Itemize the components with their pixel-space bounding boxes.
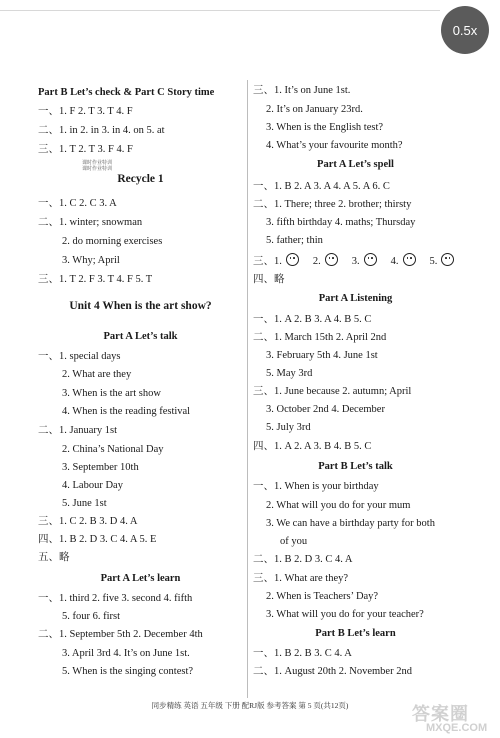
answer-line: 3. October 2nd 4. December (266, 404, 385, 415)
top-rule (0, 10, 440, 11)
answer-line: 二、1. January 1st (38, 425, 118, 436)
section-heading: Part A Let’s spell (317, 159, 394, 170)
answer-line: 4. When is the reading festival (62, 406, 191, 417)
answer-line: 二、1. B 2. D 3. C 4. A (253, 554, 353, 565)
section-heading: Part B Let’s talk (318, 461, 393, 472)
answer-line: 3. April 3rd 4. It’s on June 1st. (62, 648, 190, 659)
smiley-face-icon (403, 253, 416, 266)
answer-line: 3. When is the English test? (266, 122, 384, 133)
answer-line: 3. September 10th (62, 462, 139, 473)
answer-line: 5. four 6. first (62, 611, 121, 622)
answer-line: 2. China’s National Day (62, 444, 164, 455)
answer-line: 2. do morning exercises (62, 236, 163, 247)
page-footer: 同步精练 英语 五年级 下册 配RJ版 参考答案 第 5 页(共12页) (151, 701, 349, 710)
answer-line: 一、1. B 2. A 3. A 4. A 5. A 6. C (253, 181, 390, 192)
answer-line: 一、1. C 2. C 3. A (38, 198, 117, 209)
answer-line: 二、1. There; three 2. brother; thirsty (253, 199, 412, 210)
answer-line: 5. When is the singing contest? (62, 666, 194, 677)
section-heading: Recycle 1 (117, 173, 164, 185)
answer-line: 3. fifth birthday 4. maths; Thursday (266, 217, 416, 228)
answer-line: 5. father; thin (266, 235, 323, 246)
answer-line: 二、1. August 20th 2. November 2nd (253, 666, 412, 677)
smiley-face-icon (325, 253, 338, 266)
answer-line: 一、1. When is your birthday (253, 481, 379, 492)
answer-line: 5. May 3rd (266, 368, 313, 379)
answer-line: 四、略 (253, 274, 285, 285)
answer-line: 3. We can have a birthday party for both (266, 518, 435, 529)
answer-line: 一、1. third 2. five 3. second 4. fifth (38, 593, 193, 604)
answer-line: 四、1. A 2. A 3. B 4. B 5. C (253, 441, 372, 452)
answer-line: 3. What will you do for your teacher? (266, 609, 424, 620)
answer-line: 四、1. B 2. D 3. C 4. A 5. E (38, 534, 157, 545)
section-heading: Part B Let’s learn (315, 628, 396, 639)
answer-line: 二、1. in 2. in 3. in 4. on 5. at (38, 125, 165, 136)
publisher-stamp: 课时作业特训 课时作业特训 (82, 160, 113, 172)
answer-line: 3. When is the art show (62, 388, 161, 399)
answer-line: 3. Why; April (62, 255, 120, 266)
answer-line: 3. February 5th 4. June 1st (266, 350, 378, 361)
section-heading: Unit 4 When is the art show? (69, 300, 212, 312)
smiley-label: 三、1. (253, 256, 282, 267)
section-heading: Part A Let’s learn (100, 573, 181, 584)
smiley-label: 4. (390, 256, 399, 267)
site-watermark: 答案圈 MXQE.COM (412, 704, 488, 734)
answer-line: 一、1. A 2. B 3. A 4. B 5. C (253, 314, 372, 325)
answer-line: 二、1. September 5th 2. December 4th (38, 629, 203, 640)
answer-line: 三、1. T 2. T 3. F 4. F (38, 144, 133, 155)
answer-line: 4. What’s your favourite month? (266, 140, 403, 151)
smiley-face-icon (441, 253, 454, 266)
answer-line: 一、1. F 2. T 3. T 4. F (38, 106, 133, 117)
answer-line: 三、1. What are they? (253, 573, 349, 584)
smiley-label: 5. (429, 256, 438, 267)
answer-line: 三、1. T 2. F 3. T 4. F 5. T (38, 274, 153, 285)
answer-line: 2. It’s on January 23rd. (266, 104, 363, 115)
answer-line: 一、1. B 2. B 3. C 4. A (253, 648, 352, 659)
smiley-label: 2. (312, 256, 321, 267)
column-divider (247, 80, 248, 698)
smiley-answer-row (253, 253, 454, 269)
zoom-indicator[interactable]: 0.5x (441, 6, 489, 54)
answer-line: 二、1. March 15th 2. April 2nd (253, 332, 387, 343)
smiley-face-icon (286, 253, 299, 266)
answer-line: 三、1. It’s on June 1st. (253, 85, 351, 96)
answer-line: of you (280, 536, 308, 547)
answer-line: 三、1. C 2. B 3. D 4. A (38, 516, 138, 527)
answer-line: 2. When is Teachers’ Day? (266, 591, 379, 602)
section-heading: Part B Let’s check & Part C Story time (38, 87, 215, 98)
answer-line: 2. What are they (62, 369, 132, 380)
answer-line: 5. June 1st (62, 498, 107, 509)
answer-line: 三、1. June because 2. autumn; April (253, 386, 412, 397)
section-heading: Part A Listening (318, 293, 393, 304)
smiley-face-icon (364, 253, 377, 266)
answer-line: 5. July 3rd (266, 422, 311, 433)
section-heading: Part A Let’s talk (103, 331, 178, 342)
answer-line: 一、1. special days (38, 351, 121, 362)
answer-line: 二、1. winter; snowman (38, 217, 143, 228)
answer-line: 2. What will you do for your mum (266, 500, 411, 511)
smiley-label: 3. (351, 256, 360, 267)
answer-line: 五、略 (38, 552, 70, 563)
answer-line: 4. Labour Day (62, 480, 123, 491)
